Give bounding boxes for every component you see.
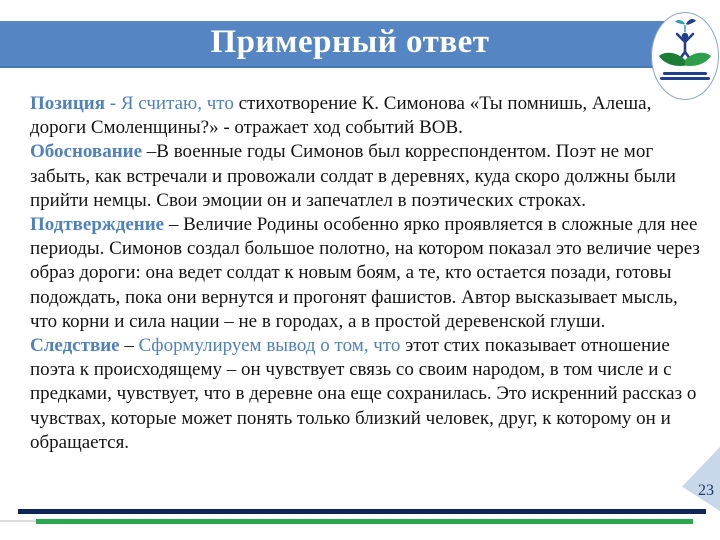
page-number: 23 [698, 482, 714, 499]
slide-title: Примерный ответ [210, 24, 490, 60]
organization-logo [651, 12, 719, 100]
paragraph [30, 213, 706, 334]
text-run-text: – [124, 335, 139, 357]
answer-body-text [30, 92, 706, 455]
text-run-text: – Величие Родины особенно ярко проявляется в сложные для нее периоды. Симонов создал большое полотно, на котором показал это величие через образ дороги: она ведет солдат к новым боям, а те, кто остается позади, готовы подождать, пока они вернутся и прогонят фашистов. Автор высказывает мысль, что корни и сила нации – не в городах, а в простой деревенской глуши. [30, 214, 700, 332]
corner-decoration [682, 447, 720, 511]
text-run-lead: Следствие [30, 335, 125, 357]
text-run-lead: Позиция [30, 93, 106, 114]
title-banner [0, 21, 700, 68]
text-run-text: –В военные годы Симонов был корреспондентом. Поэт не мог забыть, как встречали и провожали солдат в деревнях, куда скоро должны были прийти немцы. Свои эмоции он и запечатлел в поэтических строках. [30, 141, 676, 211]
text-run-text: стихотворение К. Симонова «Ты помнишь, Алеша, дороги Смоленщины?» - отражает ход событий ВОВ. [30, 93, 652, 139]
divider-navy-bar [18, 509, 706, 514]
text-run-accent: - Я считаю, что [105, 93, 239, 114]
text-run-accent: Сформулируем вывод о том, что [138, 335, 406, 357]
divider-gray-line [0, 520, 36, 522]
text-run-lead: Подтверждение [30, 214, 169, 236]
paragraph [30, 334, 706, 455]
book-person-logo-icon [655, 16, 715, 96]
divider-green-bar [36, 519, 693, 524]
paragraph [30, 92, 706, 140]
paragraph [30, 140, 706, 213]
text-run-lead: Обоснование [30, 141, 147, 163]
text-run-text: этот стих показывает отношение поэта к происходящему – он чувствует связь со своим народом, в том числе и с предками, чувствует, что в деревне она еще сохранилась. Это искренний рассказ о чувствах, которые может понять только близкий человек, друг, к которому он и обращается. [30, 335, 697, 453]
